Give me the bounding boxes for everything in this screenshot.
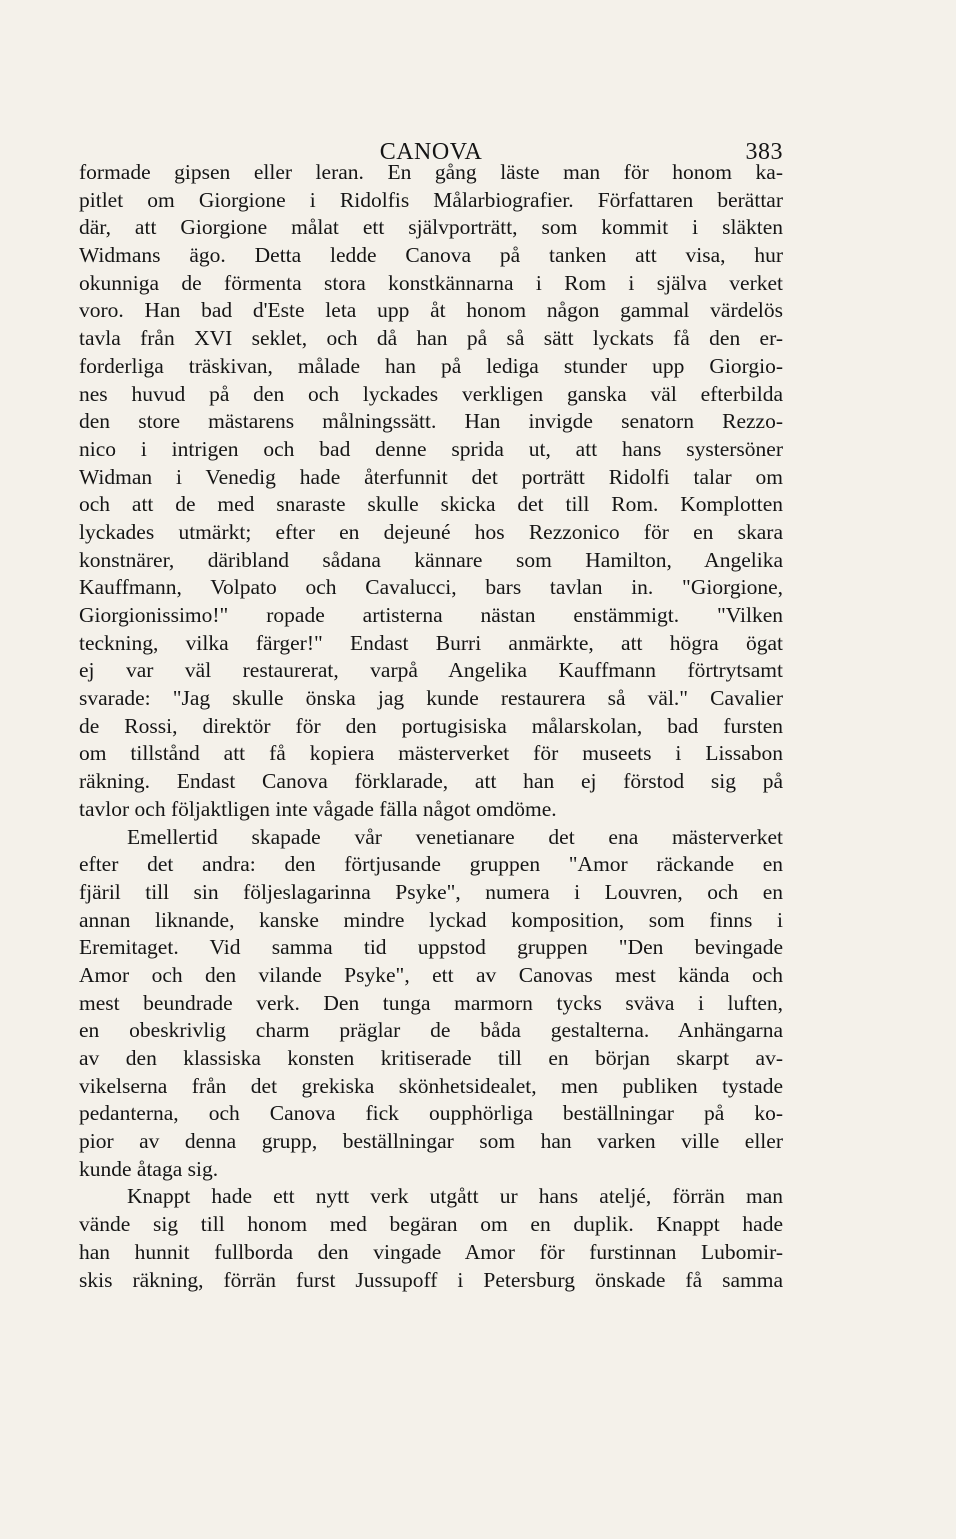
text-line: forderliga träskivan, målade han på lediga stunder upp Giorgio-	[79, 353, 783, 378]
text-line: tavla från XVI seklet, och då han på så sätt lyckats få den er-	[79, 326, 783, 351]
text-line: en obeskrivlig charm präglar de båda gestalterna. Anhängarna	[79, 1018, 783, 1043]
text-line: Eremitaget. Vid samma tid uppstod gruppen "Den bevingade	[79, 935, 783, 960]
text-line: Giorgionissimo!" ropade artisterna nästan enstämmigt. "Vilken	[79, 603, 783, 627]
text-line: okunniga de förmenta stora konstkännarna i Rom i själva verket	[79, 270, 783, 295]
text-line: den store mästarens målningssätt. Han invigde senatorn Rezzo-	[79, 409, 783, 434]
text-line: av den klassiska konsten kritiserade till en början skarpt av-	[79, 1046, 783, 1070]
text-line: vände sig till honom med begäran om en duplik. Knappt hade	[79, 1212, 783, 1237]
text-line: Amor och den vilande Psyke", ett av Canovas mest kända och	[79, 962, 783, 987]
text-line: nes huvud på den och lyckades verkligen ganska väl efterbilda	[79, 381, 783, 406]
text-line: lyckades utmärkt; efter en dejeuné hos Rezzonico för en skara	[79, 519, 783, 544]
text-line: Widman i Venedig hade återfunnit det porträtt Ridolfi talar om	[79, 464, 783, 489]
text-line: Widmans ägo. Detta ledde Canova på tanken att visa, hur	[79, 243, 783, 268]
text-line-paragraph-end: kunde åtaga sig.	[79, 1156, 219, 1181]
text-line: svarade: "Jag skulle önska jag kunde restaurera så väl." Cavalier	[79, 686, 783, 711]
text-line-paragraph-start: Knappt hade ett nytt verk utgått ur hans ateljé, förrän man	[127, 1184, 783, 1209]
text-line: efter det andra: den förtjusande gruppen "Amor räckande en	[79, 852, 783, 877]
text-line: de Rossi, direktör för den portugisiska målarskolan, bad fursten	[79, 713, 783, 738]
text-line: vikelserna från det grekiska skönhetsidealet, men publiken tystade	[79, 1073, 783, 1098]
text-line: pior av denna grupp, beställningar som han varken ville eller	[79, 1129, 783, 1154]
running-header	[79, 136, 783, 168]
text-line: Kauffmann, Volpato och Cavalucci, bars tavlan in. "Giorgione,	[79, 575, 783, 600]
page-number: 383	[745, 139, 783, 165]
body-text	[79, 159, 783, 1294]
text-line: räkning. Endast Canova förklarade, att han ej förstod sig på	[79, 769, 783, 794]
chapter-title: CANOVA	[379, 139, 483, 165]
text-line: han hunnit fullborda den vingade Amor för furstinnan Lubomir-	[79, 1239, 783, 1264]
text-line: ej var väl restaurerat, varpå Angelika Kauffmann förtrytsamt	[79, 658, 783, 683]
text-line: där, att Giorgione målat ett självporträtt, som kommit i släkten	[79, 215, 783, 240]
text-line: pitlet om Giorgione i Ridolfis Målarbiografier. Författaren berättar	[79, 187, 783, 212]
text-line: och att de med snaraste skulle skicka det till Rom. Komplotten	[79, 492, 783, 517]
text-line: om tillstånd att få kopiera mästerverket för museets i Lissabon	[79, 741, 783, 766]
text-line: annan liknande, kanske mindre lyckad komposition, som finns i	[79, 907, 783, 932]
text-line: nico i intrigen och bad denne sprida ut, att hans systersöner	[79, 436, 783, 461]
text-line: teckning, vilka färger!" Endast Burri anmärkte, att högra ögat	[79, 630, 783, 655]
text-line: skis räkning, förrän furst Jussupoff i Petersburg önskade få samma	[79, 1267, 783, 1292]
text-line: pedanterna, och Canova fick oupphörliga beställningar på ko-	[79, 1101, 783, 1126]
book-page	[79, 136, 783, 1294]
text-line: voro. Han bad d'Este leta upp åt honom någon gammal värdelös	[79, 298, 783, 323]
text-line: mest beundrade verk. Den tunga marmorn tycks sväva i luften,	[79, 990, 783, 1015]
text-line: fjäril till sin följeslagarinna Psyke", numera i Louvren, och en	[79, 879, 783, 904]
text-line: formade gipsen eller leran. En gång läste man för honom ka-	[79, 160, 783, 184]
text-line-paragraph-start: Emellertid skapade vår venetianare det ena mästerverket	[127, 824, 783, 849]
text-line-paragraph-end: tavlor och följaktligen inte vågade fälla något omdöme.	[79, 796, 557, 821]
text-line: konstnärer, däribland sådana kännare som Hamilton, Angelika	[79, 547, 783, 572]
